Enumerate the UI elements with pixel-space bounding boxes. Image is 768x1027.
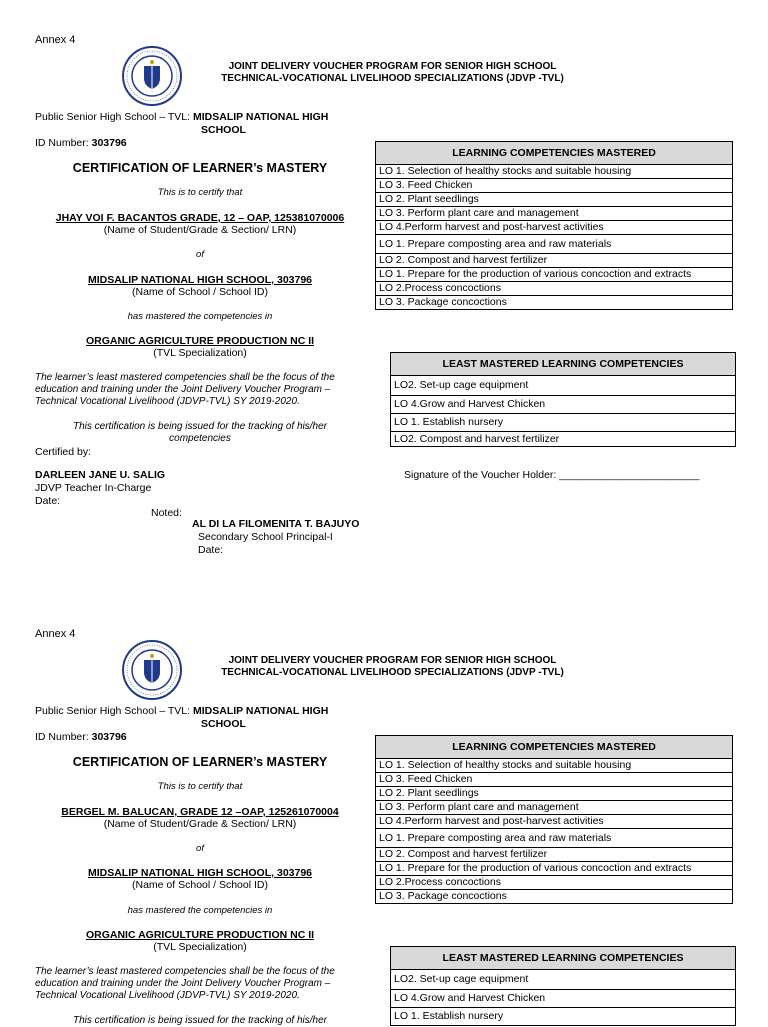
table-row: LO 1. Prepare for the production of various concoction and extracts (376, 862, 733, 876)
school-name: MIDSALIP NATIONAL HIGH (192, 705, 329, 717)
table-row: LO 2. Plant seedlings (376, 787, 733, 801)
teacher-block (35, 469, 165, 508)
least-mastered-table (390, 946, 736, 1026)
specialization: ORGANIC AGRICULTURE PRODUCTION NC II (85, 929, 315, 941)
annex-label: Annex 4 (35, 628, 76, 640)
certified-by: Certified by: (35, 446, 92, 458)
id-label: ID Number: (35, 137, 92, 149)
table-row: LO2. Set-up cage equipment (391, 376, 736, 396)
table-row: LO 1. Prepare for the production of various concoction and extracts (376, 268, 733, 282)
tracking-paragraph (35, 1015, 365, 1027)
annex-label: Annex 4 (35, 34, 76, 46)
school-line (35, 111, 355, 137)
certify-that: This is to certify that (157, 781, 243, 792)
id-number-line (35, 731, 127, 743)
table-row: LO 1. Selection of healthy stocks and suitable housing (376, 165, 733, 179)
focus-line-2: education and training under the Joint Delivery Voucher Program – (35, 978, 331, 989)
of-text: of (196, 843, 204, 854)
focus-line-1: The learner’s least mastered competencies shall be the focus of the (35, 966, 335, 977)
tracking-paragraph (35, 421, 365, 445)
table-row: LO 3. Perform plant care and management (376, 801, 733, 815)
school-name: MIDSALIP NATIONAL HIGH (192, 111, 329, 123)
least-mastered-table (390, 352, 736, 447)
focus-paragraph (35, 372, 365, 408)
table-row: LO 2. Compost and harvest fertilizer (376, 254, 733, 268)
teacher-date: Date: (35, 495, 61, 507)
table-row: LO 1. Prepare composting area and raw materials (376, 235, 733, 254)
student-caption: (Name of Student/Grade & Section/ LRN) (103, 224, 297, 236)
table-row: LO 3. Perform plant care and management (376, 207, 733, 221)
program-header (200, 61, 585, 85)
table-row: LO 3. Package concoctions (376, 890, 733, 904)
mastered-table (375, 141, 733, 310)
id-label: ID Number: (35, 731, 92, 743)
noted-label: Noted: (151, 507, 182, 519)
deped-seal-icon (122, 46, 182, 106)
school-line (35, 705, 355, 731)
focus-line-2: education and training under the Joint Delivery Voucher Program – (35, 384, 331, 395)
focus-line-1: The learner’s least mastered competencies shall be the focus of the (35, 372, 335, 383)
mastered-header: LEARNING COMPETENCIES MASTERED (376, 142, 733, 165)
header-line-1: JOINT DELIVERY VOUCHER PROGRAM FOR SENIOR HIGH SCHOOL (228, 61, 557, 72)
table-row: LO 4.Perform harvest and post-harvest activities (376, 221, 733, 235)
teacher-role: JDVP Teacher In-Charge (35, 482, 152, 494)
deped-seal-icon (122, 640, 182, 700)
table-row: LO 2. Plant seedlings (376, 193, 733, 207)
focus-line-3: Technical Vocational Livelihood (JDVP-TVL) SY 2019-2020. (35, 396, 300, 407)
mastered-header: LEARNING COMPETENCIES MASTERED (376, 736, 733, 759)
header-line-2: TECHNICAL-VOCATIONAL LIVELIHOOD SPECIALIZATIONS (JDVP -TVL) (221, 667, 564, 678)
spec-caption: (TVL Specialization) (153, 941, 247, 953)
school-name-cont: SCHOOL (201, 718, 246, 730)
table-row: LO 1. Establish nursery (391, 414, 736, 432)
principal-block (192, 518, 359, 557)
id-value: 303796 (91, 731, 127, 743)
signature-line: Signature of the Voucher Holder: ________________________ (404, 469, 700, 481)
table-row: LO 4.Perform harvest and post-harvest activities (376, 815, 733, 829)
certify-that: This is to certify that (157, 187, 243, 198)
school-label: Public Senior High School – TVL: (35, 111, 193, 123)
header-line-1: JOINT DELIVERY VOUCHER PROGRAM FOR SENIOR HIGH SCHOOL (228, 655, 557, 666)
table-row: LO 2.Process concoctions (376, 876, 733, 890)
tracking-line-1: This certification is being issued for the tracking of his/her (72, 1015, 327, 1026)
tracking-line-1: This certification is being issued for the tracking of his/her (72, 421, 327, 432)
table-row: LO 3. Feed Chicken (376, 773, 733, 787)
tracking-line-2: competencies (169, 433, 231, 444)
table-row: LO 3. Feed Chicken (376, 179, 733, 193)
teacher-name: DARLEEN JANE U. SALIG (35, 469, 166, 481)
id-number-line (35, 137, 127, 149)
cert-title: CERTIFICATION OF LEARNER’s MASTERY (72, 755, 328, 769)
mastered-in-text: has mastered the competencies in (127, 311, 273, 322)
principal-name: AL DI LA FILOMENITA T. BAJUYO (192, 518, 360, 530)
table-row: LO 4.Grow and Harvest Chicken (391, 990, 736, 1008)
focus-paragraph (35, 966, 365, 1002)
school-id-text: MIDSALIP NATIONAL HIGH SCHOOL, 303796 (87, 867, 313, 879)
id-value: 303796 (91, 137, 127, 149)
mastered-in-text: has mastered the competencies in (127, 905, 273, 916)
table-row: LO 1. Establish nursery (391, 1008, 736, 1026)
table-row: LO2. Compost and harvest fertilizer (391, 432, 736, 447)
table-row: LO 2.Process concoctions (376, 282, 733, 296)
school-caption: (Name of School / School ID) (132, 879, 268, 891)
table-row: LO 2. Compost and harvest fertilizer (376, 848, 733, 862)
school-label: Public Senior High School – TVL: (35, 705, 193, 717)
focus-line-3: Technical Vocational Livelihood (JDVP-TVL) SY 2019-2020. (35, 990, 300, 1001)
header-line-2: TECHNICAL-VOCATIONAL LIVELIHOOD SPECIALIZATIONS (JDVP -TVL) (221, 73, 564, 84)
school-caption: (Name of School / School ID) (132, 286, 268, 298)
principal-role: Secondary School Principal-I (198, 531, 333, 543)
table-row: LO2. Set-up cage equipment (391, 970, 736, 990)
specialization: ORGANIC AGRICULTURE PRODUCTION NC II (85, 335, 315, 347)
mastered-table (375, 735, 733, 904)
of-text: of (196, 249, 204, 260)
student-caption: (Name of Student/Grade & Section/ LRN) (103, 818, 297, 830)
program-header (200, 655, 585, 679)
table-row: LO 1. Selection of healthy stocks and suitable housing (376, 759, 733, 773)
cert-title: CERTIFICATION OF LEARNER’s MASTERY (72, 161, 328, 175)
spec-caption: (TVL Specialization) (153, 347, 247, 359)
table-row: LO 3. Package concoctions (376, 296, 733, 310)
principal-date: Date: (198, 544, 224, 556)
student-name: BERGEL M. BALUCAN, GRADE 12 –OAP, 125261070004 (61, 806, 339, 818)
least-header: LEAST MASTERED LEARNING COMPETENCIES (391, 353, 736, 376)
school-id-text: MIDSALIP NATIONAL HIGH SCHOOL, 303796 (87, 274, 313, 286)
student-name: JHAY VOI F. BACANTOS GRADE, 12 – OAP, 125381070006 (55, 212, 345, 224)
least-header: LEAST MASTERED LEARNING COMPETENCIES (391, 947, 736, 970)
table-row: LO 4.Grow and Harvest Chicken (391, 396, 736, 414)
school-name-cont: SCHOOL (201, 124, 246, 136)
table-row: LO 1. Prepare composting area and raw materials (376, 829, 733, 848)
